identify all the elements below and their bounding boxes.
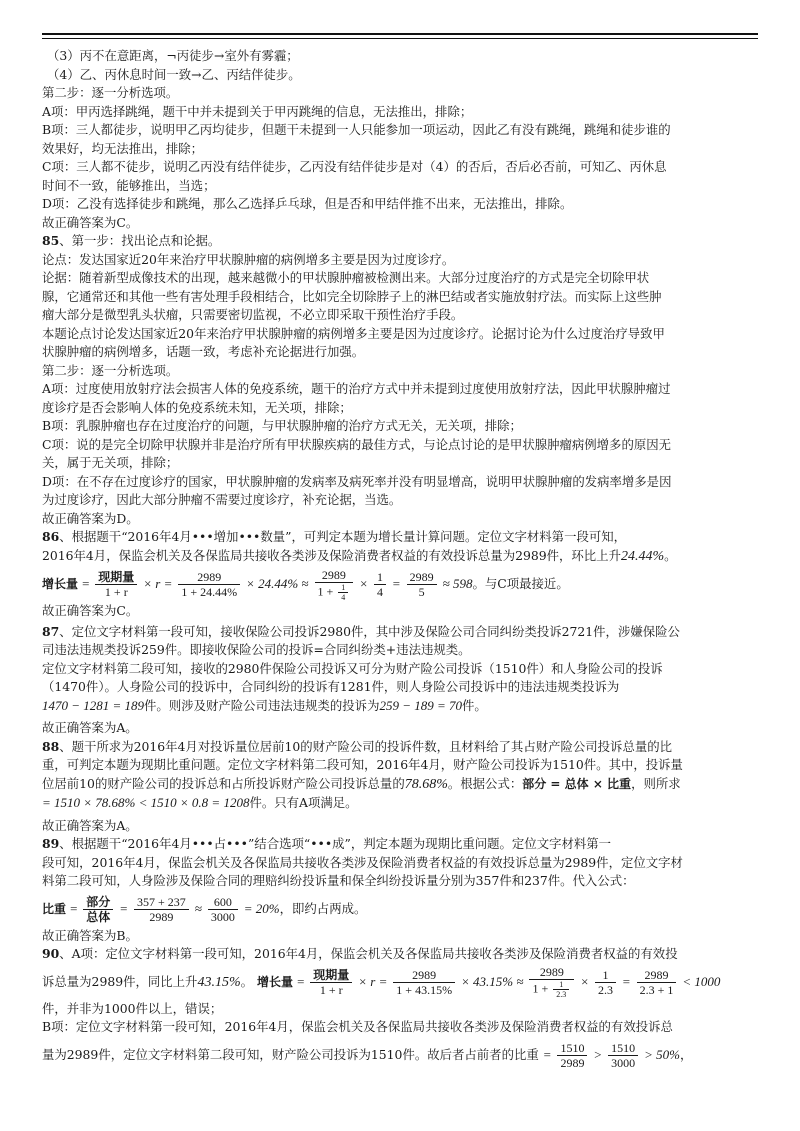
text-line: 段可知，2016年4月，保监会机关及各保监局共接收各类涉及保险消费者权益的有效投诉总量为2989件，定位文字材 bbox=[42, 854, 683, 870]
text-line: 定位文字材料第二段可知，接收的2980件保险公司投诉又可分为财产险公司投诉（1510件）和人身险公司的投诉 bbox=[42, 660, 663, 676]
text-line bbox=[42, 547, 758, 567]
math-op: × 43.15% ≈ bbox=[461, 973, 524, 989]
text-line bbox=[42, 697, 758, 716]
question-number: 90 bbox=[42, 946, 60, 961]
question-87-heading bbox=[42, 623, 758, 642]
math-value: 78.68% bbox=[404, 776, 448, 792]
question-number: 86 bbox=[42, 529, 60, 544]
text-line: B项：三人都徒步，说明甲乙丙均徒步，但题干未提到一人只能参加一项运动，因此乙有没有跳绳，跳绳和徒步谁的 bbox=[42, 122, 671, 137]
question-85-heading bbox=[42, 232, 758, 251]
text-line: 腺，它通常还和其他一些有害处理手段相结合，比如完全切除脖子上的淋巴结或者实施放射疗法。而实际上这些肿 bbox=[42, 288, 662, 304]
text-line: D项：在不存在过度诊疗的国家，甲状腺肿瘤的发病率及病死率并没有明显增高，说明甲状腺肿瘤的发病率增多是因 bbox=[42, 473, 672, 489]
text-line: 论点：发达国家近20年来治疗甲状腺肿瘤的病例增多主要是因为过度诊疗。 bbox=[42, 251, 455, 267]
text-line: A项：甲丙选择跳绳，题干中并未提到关于甲丙跳绳的信息，无法推出，排除； bbox=[42, 103, 473, 119]
math-value: 43.15% bbox=[197, 974, 241, 990]
text-line: 效果好，均无法推出，排除； bbox=[42, 140, 204, 156]
math-expression: 259 − 189 = 70 bbox=[379, 697, 463, 713]
text-segment: 件。 bbox=[462, 697, 487, 713]
math-op: < 1000 bbox=[682, 973, 721, 989]
math-op: × bbox=[580, 973, 589, 989]
text-line: 状腺肿瘤的病例增多，话题一致，考虑补充论据进行加强。 bbox=[42, 344, 365, 359]
math-op: ≈ 598 bbox=[442, 576, 473, 591]
text-line: 关，属于无关项，排除； bbox=[42, 455, 179, 470]
text-line: 第二步：逐一分析选项。 bbox=[42, 362, 179, 378]
formula-label: 部分 = 总体 × 比重 bbox=[522, 776, 632, 791]
math-expression: = 1510 × 78.68% < 1510 × 0.8 = 1208 bbox=[42, 795, 250, 810]
fraction: $\frac{2989}{1 + 24.44\%}$ bbox=[178, 570, 240, 599]
text-line: （1470件）。人身险公司的投诉中，合同纠纷的投诉有1281件，则人身险公司投诉中的违法违规类投诉为 bbox=[42, 679, 620, 694]
formula-label: 比重 bbox=[42, 901, 67, 916]
text-line: 瘤大部分是微型乳头状瘤，只需要密切监视，不必立即采取干预性治疗手段。 bbox=[42, 307, 464, 322]
text-line: C项：三人都不徒步，说明乙丙没有结伴徒步，乙丙没有结伴徒步是对（4）的否后，否后必否前，可知乙、丙休息 bbox=[42, 159, 667, 174]
fraction: $\frac{1}{2.3}$ bbox=[595, 968, 616, 997]
text-line: 、根据题干“2016年4月•••占•••”结合选项“•••成”，判定本题为现期比重问题。定位文字材料第一 bbox=[59, 836, 612, 851]
text-line: 时间不一致，能够推出，当选； bbox=[42, 177, 216, 193]
fraction: 2989 1 + $\frac{1}{4}$ bbox=[315, 568, 354, 602]
question-number: 88 bbox=[42, 738, 60, 754]
text-line: （3）丙不在意距离，¬丙徒步→室外有雾霾； bbox=[47, 48, 299, 63]
fraction: $\frac{600}{3000}$ bbox=[208, 895, 238, 924]
math-value: 24.44% bbox=[620, 548, 665, 564]
math-op: = bbox=[119, 900, 129, 916]
fraction: $\frac{1}{4}$ bbox=[374, 570, 386, 599]
header-rule-thin bbox=[42, 38, 758, 39]
fraction: $\frac{1510}{2989}$ bbox=[557, 1041, 587, 1070]
text-line: 重，可判定本题为现期比重问题。定位文字材料第二段可知，2016年4月，财产险公司投诉为1510件。其中，投诉量 bbox=[42, 757, 683, 772]
question-86-heading bbox=[42, 528, 758, 547]
text-line: 料第二段可知，人身险涉及保险合同的理赔纠纷投诉量和保全纠纷投诉量分别为357件和237件。代入公式： bbox=[42, 873, 635, 888]
text-line bbox=[42, 775, 758, 795]
formula-label: 增长量 bbox=[256, 974, 293, 989]
fraction: $\frac{\text{现期量}}{1 + r}$ bbox=[95, 570, 137, 599]
question-89-heading bbox=[42, 835, 758, 854]
text-line: C项：说的是完全切除甲状腺并非是治疗所有甲状腺疾病的最佳方式，与论点讨论的是甲状腺肿瘤病例增多的原因无 bbox=[42, 436, 672, 452]
text-segment: ，即约占两成。 bbox=[279, 900, 367, 916]
text-segment: 诉总量为2989件，同比上升 bbox=[42, 973, 198, 989]
formula-86: 增长量 = $\frac{\text{现期量}}{1 + r}$ × r = $\frac{2989}{1 + 24.44\%}$ × 24.44% ≈ 2989 1 + $\frac{1}{4}$ × $\frac{1}{4}$ = $\frac{2989}{5}$ ≈ 598。与C项最接近。 bbox=[42, 567, 569, 602]
text-segment: 件。只有A项满足。 bbox=[249, 795, 358, 810]
math-op: > bbox=[593, 1046, 603, 1062]
header-rule-thick bbox=[42, 33, 758, 35]
text-segment: 2016年4月，保监会机关及各保监局共接收各类涉及保险消费者权益的有效投诉总量为2989件，环比上升 bbox=[42, 547, 621, 563]
fraction: $\frac{2989}{5}$ bbox=[407, 570, 437, 599]
text-line: 度诊疗是否会影响人体的免疫系统未知，无关项，排除； bbox=[42, 399, 352, 415]
text-line: 本题论点讨论发达国家近20年来治疗甲状腺肿瘤的病例增多主要是因为过度诊疗。论据讨论为什么过度治疗导致甲 bbox=[42, 325, 665, 341]
text-line: A项：过度使用放射疗法会损害人体的免疫系统，题干的治疗方式中并未提到过度使用放射疗法，因此甲状腺肿瘤过 bbox=[42, 381, 671, 396]
fraction: $\frac{\text{部分}}{\text{总体}}$ bbox=[83, 895, 113, 924]
question-90-heading bbox=[42, 945, 758, 964]
answer-line: 故正确答案为A。 bbox=[42, 720, 138, 735]
math-op: = bbox=[391, 576, 401, 591]
text-line: 、题干所求为2016年4月对投诉量位居前10的财产险公司的投诉件数，且材料给了其占财产险公司投诉总量的比 bbox=[59, 738, 673, 754]
formula-label: 增长量 bbox=[42, 577, 79, 591]
text-segment: 件。则涉及财产险公司违法违规类的投诉为 bbox=[144, 697, 380, 713]
text-line: D项：乙没有选择徒步和跳绳，那么乙选择乒乓球，但是否和甲结伴推不出来，无法推出，排除。 bbox=[42, 196, 573, 211]
text-line: B项：定位文字材料第一段可知，2016年4月，保监会机关及各保监局共接收各类涉及保险消费者权益的有效投诉总 bbox=[42, 1019, 673, 1034]
text-segment: 。根据公式： bbox=[447, 775, 523, 791]
text-line: 司违法违规类投诉259件。即接收保险公司的投诉=合同纠纷类+违法违规类。 bbox=[42, 642, 471, 657]
text-segment: 位居前10的财产险公司的投诉总和占所投诉财产险公司投诉总量的 bbox=[42, 775, 405, 791]
fraction: $\frac{1510}{3000}$ bbox=[608, 1041, 638, 1070]
text-segment: 。 bbox=[664, 547, 677, 563]
text-line: 论据：随着新型成像技术的出现，越来越微小的甲状腺肿瘤被检测出来。大部分过度治疗的方式是完全切除甲状 bbox=[42, 270, 650, 285]
sub-fraction: $\frac{1}{4}$ bbox=[338, 583, 348, 602]
question-number: 87 bbox=[42, 623, 60, 639]
fraction: $\frac{357 + 237}{2989}$ bbox=[134, 895, 189, 924]
text-line: B项：乳腺肿瘤也存在过度治疗的问题，与甲状腺肿瘤的治疗方式无关，无关项，排除； bbox=[42, 418, 522, 433]
fraction: 2989 1 + $\frac{1}{2.3}$ bbox=[529, 965, 574, 999]
math-op: × 24.44% ≈ bbox=[246, 576, 309, 591]
text-segment: 。 bbox=[240, 973, 254, 989]
text-segment: 。与C项最接近。 bbox=[472, 576, 569, 591]
math-op: ≈ bbox=[194, 900, 202, 916]
text-line: （4）乙、丙休息时间一致→乙、丙结伴徒步。 bbox=[47, 66, 301, 82]
answer-explanation-body bbox=[42, 47, 758, 1073]
text-line: 件，并非为1000件以上，错误； bbox=[42, 1000, 223, 1016]
question-number: 85 bbox=[42, 233, 60, 248]
formula-89: 比重 = $\frac{\text{部分}}{\text{总体}}$ = $\frac{357 + 237}{2989}$ ≈ $\frac{600}{3000}$ = 20%，即约占两成。 bbox=[42, 894, 367, 924]
formula-90b bbox=[42, 1037, 758, 1073]
formula-90a: 诉总量为2989件，同比上升43.15%。 增长量 = $\frac{\text{现期量}}{1 + r}$ × r = $\frac{2989}{1 + 43.15\%}$ × 43.15% ≈ 2989 1 + $\frac{1}{2.3}$ × $\frac{1}{2.3}$ = $\frac{2989}{2.3 + 1}$ < 1000 bbox=[42, 965, 721, 999]
math-op: > 50% bbox=[644, 1046, 680, 1062]
question-88-heading bbox=[42, 738, 758, 757]
text-line: 第二步：逐一分析选项。 bbox=[42, 85, 179, 100]
math-op: × r = bbox=[358, 973, 388, 989]
text-segment: 量为2989件，定位文字材料第二段可知，财产险公司投诉为1510件。故后者占前者的比重 bbox=[42, 1046, 539, 1062]
text-segment: ， bbox=[679, 1046, 693, 1062]
math-op: = 20% bbox=[243, 900, 280, 916]
math-op: × bbox=[359, 576, 369, 591]
text-line: 、第一步：找出论点和论据。 bbox=[59, 233, 221, 248]
answer-line: 故正确答案为D。 bbox=[42, 510, 139, 526]
answer-line: 故正确答案为B。 bbox=[42, 927, 138, 943]
answer-line: 故正确答案为A。 bbox=[42, 817, 138, 833]
text-segment: ，则所求 bbox=[631, 775, 681, 791]
text-line: 、定位文字材料第一段可知，接收保险公司投诉2980件，其中涉及保险公司合同纠纷类投诉2721件，涉嫌保险公 bbox=[59, 623, 680, 639]
fraction: $\frac{2989}{1 + 43.15\%}$ bbox=[393, 968, 455, 997]
fraction: $\frac{\text{现期量}}{1 + r}$ bbox=[310, 968, 352, 997]
answer-line: 故正确答案为C。 bbox=[42, 603, 139, 618]
text-line: 为过度诊疗，因此大部分肿瘤不需要过度诊疗，补充论据，当选。 bbox=[42, 492, 402, 507]
math-op: = bbox=[621, 973, 631, 989]
sub-fraction: $\frac{1}{2.3}$ bbox=[553, 980, 569, 999]
math-op: = bbox=[542, 1046, 552, 1062]
math-op: × r = bbox=[143, 576, 173, 591]
question-number: 89 bbox=[42, 836, 60, 851]
text-line bbox=[42, 794, 758, 813]
answer-line: 故正确答案为C。 bbox=[42, 214, 139, 230]
text-line: 、根据题干“2016年4月•••增加•••数量”，可判定本题为增长量计算问题。定位文字材料第一段可知， bbox=[59, 529, 627, 544]
math-expression: 1470 − 1281 = 189 bbox=[42, 697, 145, 713]
fraction: $\frac{2989}{2.3 + 1}$ bbox=[637, 968, 677, 997]
text-line: 、A项：定位文字材料第一段可知，2016年4月，保监会机关及各保监局共接收各类涉及保险消费者权益的有效投 bbox=[59, 946, 678, 961]
